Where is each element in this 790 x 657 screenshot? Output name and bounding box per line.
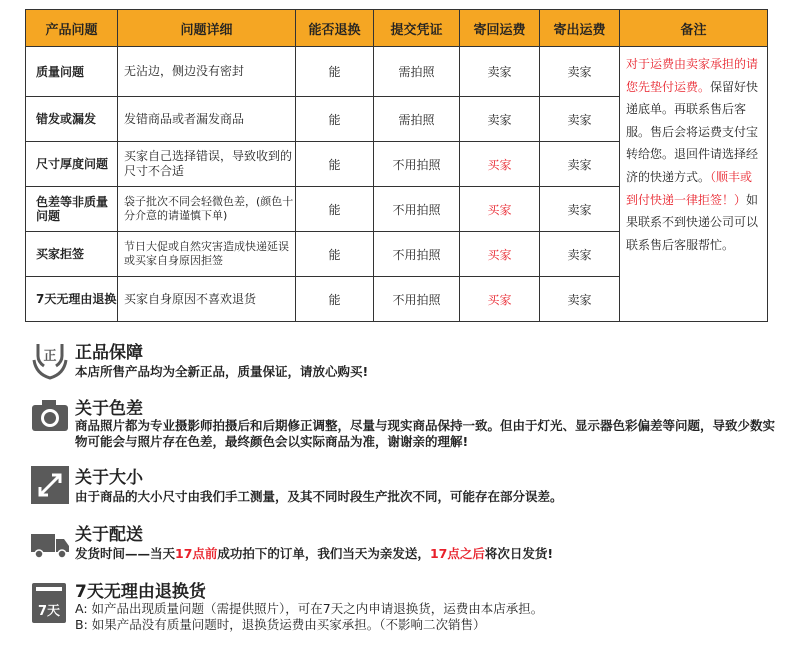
- shipping-text-e: 将次日发货!: [484, 546, 554, 561]
- header-cell: 问题详细: [118, 10, 296, 47]
- color-section: [25, 396, 776, 449]
- truck-icon: [30, 522, 70, 562]
- proof-cell: 不用拍照: [374, 187, 460, 232]
- shipping-title: 关于配送: [75, 525, 143, 545]
- can-return-cell: 能: [296, 97, 374, 142]
- genuine-body: 本店所售产品均为全新正品，质量保证，请放心购买!: [75, 364, 369, 379]
- problem-cell: 色差等非质量问题: [26, 187, 118, 232]
- note-cell: [620, 47, 768, 322]
- return7-line-a: A: 如产品出现质量问题（需提供照片），可在7天之内申请退换货，运费由本店承担。: [75, 601, 544, 616]
- color-body: 商品照片都为专业摄影师拍摄后和后期修正调整，尽量与现实商品保持一致。但由于灯光、显示器色彩偏差等问题，导致少数实物可能会与照片存在色差，最终颜色会以实际商品为准，谢谢亲的理解!: [75, 418, 776, 449]
- send-shipping-cell: 卖家: [540, 97, 620, 142]
- problem-cell: 错发或漏发: [26, 97, 118, 142]
- note-red-text-2: （顺丰或到付快递一律拒签！）: [626, 169, 753, 207]
- table-row: [26, 47, 768, 97]
- shipping-section: [25, 522, 775, 567]
- proof-cell: 不用拍照: [374, 232, 460, 277]
- can-return-cell: 能: [296, 47, 374, 97]
- return-shipping-cell: 买家: [460, 187, 540, 232]
- svg-text:正: 正: [43, 349, 57, 364]
- shipping-text-a: 发货时间——当天: [75, 546, 176, 561]
- return-shipping-cell: 买家: [460, 232, 540, 277]
- detail-cell: 无沾边，侧边没有密封: [118, 47, 296, 97]
- return7-line-b: B: 如果产品没有质量问题时，退换货运费由买家承担。（不影响二次销售）: [75, 617, 486, 632]
- can-return-cell: 能: [296, 187, 374, 232]
- note-text: 保留好快递底单。再联系售后客服。售后会将运费支付宝转给您。退回件请选择经济的快递方式。: [626, 79, 759, 184]
- hands-shield-icon: [30, 340, 70, 380]
- note-red-text: 对于运费由卖家承担的请您先垫付运费。: [626, 57, 759, 94]
- shipping-cutoff-after: 17点之后: [429, 546, 485, 561]
- proof-cell: 不用拍照: [374, 277, 460, 322]
- proof-cell: 不用拍照: [374, 142, 460, 187]
- header-cell: 寄出运费: [540, 10, 620, 47]
- table-header-row: [26, 10, 768, 47]
- header-cell: 提交凭证: [374, 10, 460, 47]
- send-shipping-cell: 卖家: [540, 232, 620, 277]
- header-cell: 产品问题: [26, 10, 118, 47]
- header-cell: 能否退换: [296, 10, 374, 47]
- proof-cell: 需拍照: [374, 47, 460, 97]
- can-return-cell: 能: [296, 277, 374, 322]
- send-shipping-cell: 卖家: [540, 47, 620, 97]
- size-title: 关于大小: [75, 468, 143, 488]
- seven-day-badge-icon: [30, 579, 70, 625]
- header-cell: 备注: [620, 10, 768, 47]
- resize-arrow-icon: [30, 465, 70, 505]
- genuine-section: [25, 340, 775, 385]
- return-policy-table: [25, 9, 768, 322]
- shipping-text-c: 成功拍下的订单，我们当天为亲发送，: [217, 546, 430, 561]
- size-body: 由于商品的大小尺寸由我们手工测量，及其不同时段生产批次不同，可能存在部分误差。: [75, 489, 563, 504]
- send-shipping-cell: 卖家: [540, 277, 620, 322]
- size-section: [25, 465, 775, 510]
- return7-title: 7天无理由退换货: [75, 582, 206, 602]
- return7-section: [25, 579, 775, 639]
- send-shipping-cell: 卖家: [540, 187, 620, 232]
- problem-cell: 尺寸厚度问题: [26, 142, 118, 187]
- detail-cell: 节日大促或自然灾害造成快递延误或买家自身原因拒签: [118, 232, 296, 277]
- problem-cell: 质量问题: [26, 47, 118, 97]
- genuine-title: 正品保障: [75, 343, 143, 363]
- detail-cell: 发错商品或者漏发商品: [118, 97, 296, 142]
- detail-cell: 买家自己选择错误，导致收到的尺寸不合适: [118, 142, 296, 187]
- detail-cell: 袋子批次不同会轻微色差，(颜色十分介意的请谨慎下单): [118, 187, 296, 232]
- send-shipping-cell: 卖家: [540, 142, 620, 187]
- camera-icon: [30, 396, 70, 436]
- can-return-cell: 能: [296, 232, 374, 277]
- return-shipping-cell: 买家: [460, 277, 540, 322]
- note-end-text: 如果联系不到快递公司可以联系售后客服帮忙。: [626, 192, 759, 252]
- header-cell: 寄回运费: [460, 10, 540, 47]
- return-shipping-cell: 卖家: [460, 97, 540, 142]
- shipping-cutoff-before: 17点前: [175, 546, 218, 561]
- problem-cell: 买家拒签: [26, 232, 118, 277]
- seven-day-badge-label: 7天: [37, 604, 61, 619]
- shipping-body: [75, 546, 553, 562]
- proof-cell: 需拍照: [374, 97, 460, 142]
- problem-cell: 7天无理由退换: [26, 277, 118, 322]
- return-shipping-cell: 买家: [460, 142, 540, 187]
- can-return-cell: 能: [296, 142, 374, 187]
- color-title: 关于色差: [75, 399, 143, 419]
- detail-cell: 买家自身原因不喜欢退货: [118, 277, 296, 322]
- return-shipping-cell: 卖家: [460, 47, 540, 97]
